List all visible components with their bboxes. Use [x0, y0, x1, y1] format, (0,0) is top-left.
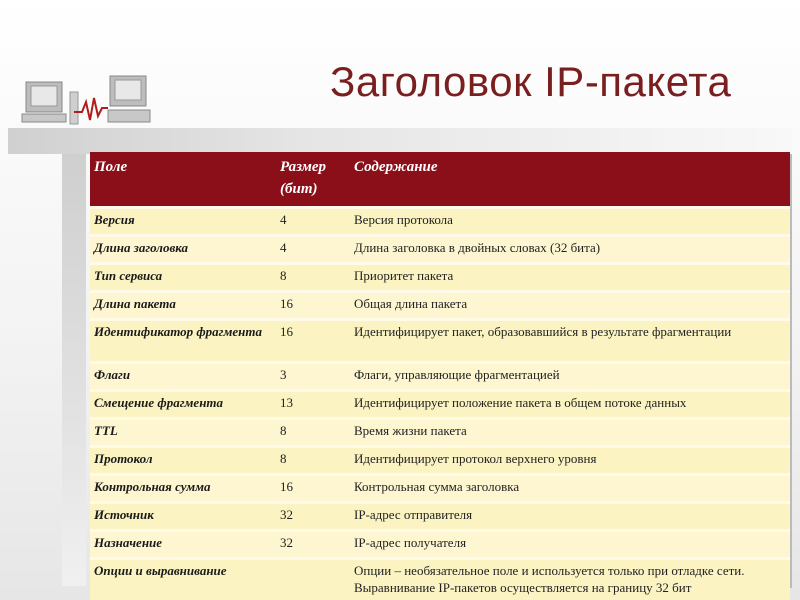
cell-field: Смещение фрагмента: [90, 391, 276, 419]
cell-content: Опции – необязательное поле и используется только при отладке сети. Выравнивание IP-пакетов осуществляется на границу 32 бит: [350, 559, 790, 600]
cell-content: Общая длина пакета: [350, 292, 790, 320]
cell-size: 8: [276, 419, 350, 447]
table-header-row: [90, 152, 790, 208]
cell-size: 16: [276, 475, 350, 503]
cell-field: Протокол: [90, 447, 276, 475]
cell-field: Длина заголовка: [90, 236, 276, 264]
table-row: [90, 531, 790, 559]
cell-field: Версия: [90, 208, 276, 236]
cell-content: Длина заголовка в двойных словах (32 бита): [350, 236, 790, 264]
header-content: Содержание: [350, 152, 790, 208]
table-row: [90, 475, 790, 503]
page-title: Заголовок IP-пакета: [330, 58, 732, 105]
cell-size: 32: [276, 531, 350, 559]
table-row: [90, 208, 790, 236]
table-row: [90, 292, 790, 320]
table-row: [90, 320, 790, 363]
ip-header-table: [90, 152, 790, 595]
header-size-line2: (бит): [280, 181, 318, 197]
cell-content: Флаги, управляющие фрагментацией: [350, 363, 790, 391]
cell-content: IP-адрес отправителя: [350, 503, 790, 531]
cell-size: 3: [276, 363, 350, 391]
cell-size: 32: [276, 503, 350, 531]
header-size: [276, 152, 350, 208]
table-row: [90, 447, 790, 475]
table-row: [90, 363, 790, 391]
cell-size: [276, 559, 350, 600]
cell-size: 8: [276, 264, 350, 292]
cell-content: Приоритет пакета: [350, 264, 790, 292]
cell-field: Флаги: [90, 363, 276, 391]
cell-field: Назначение: [90, 531, 276, 559]
cell-size: 4: [276, 208, 350, 236]
cell-field: TTL: [90, 419, 276, 447]
cell-content: Идентифицирует протокол верхнего уровня: [350, 447, 790, 475]
table-row: [90, 391, 790, 419]
cell-field: Длина пакета: [90, 292, 276, 320]
cell-size: 8: [276, 447, 350, 475]
header-size-line1: Размер: [280, 159, 327, 175]
cell-content: Идентифицирует положение пакета в общем потоке данных: [350, 391, 790, 419]
cell-content: Время жизни пакета: [350, 419, 790, 447]
table-row: [90, 236, 790, 264]
cell-size: 4: [276, 236, 350, 264]
decor-vertical-band: [62, 154, 86, 586]
header-field: Поле: [90, 152, 276, 208]
cell-size: 16: [276, 320, 350, 363]
cell-content: Идентифицирует пакет, образовавшийся в результате фрагментации: [350, 320, 790, 363]
cell-size: 13: [276, 391, 350, 419]
table-row: [90, 264, 790, 292]
cell-content: IP-адрес получателя: [350, 531, 790, 559]
cell-field: Контрольная сумма: [90, 475, 276, 503]
network-computers-icon: [12, 72, 152, 134]
cell-size: 16: [276, 292, 350, 320]
cell-content: Версия протокола: [350, 208, 790, 236]
cell-field: Опции и выравнивание: [90, 559, 276, 600]
cell-field: Источник: [90, 503, 276, 531]
table-row: [90, 503, 790, 531]
cell-field: Тип сервиса: [90, 264, 276, 292]
table-row: [90, 419, 790, 447]
table-row: [90, 559, 790, 600]
cell-field: Идентификатор фрагмента: [90, 320, 276, 363]
cell-content: Контрольная сумма заголовка: [350, 475, 790, 503]
